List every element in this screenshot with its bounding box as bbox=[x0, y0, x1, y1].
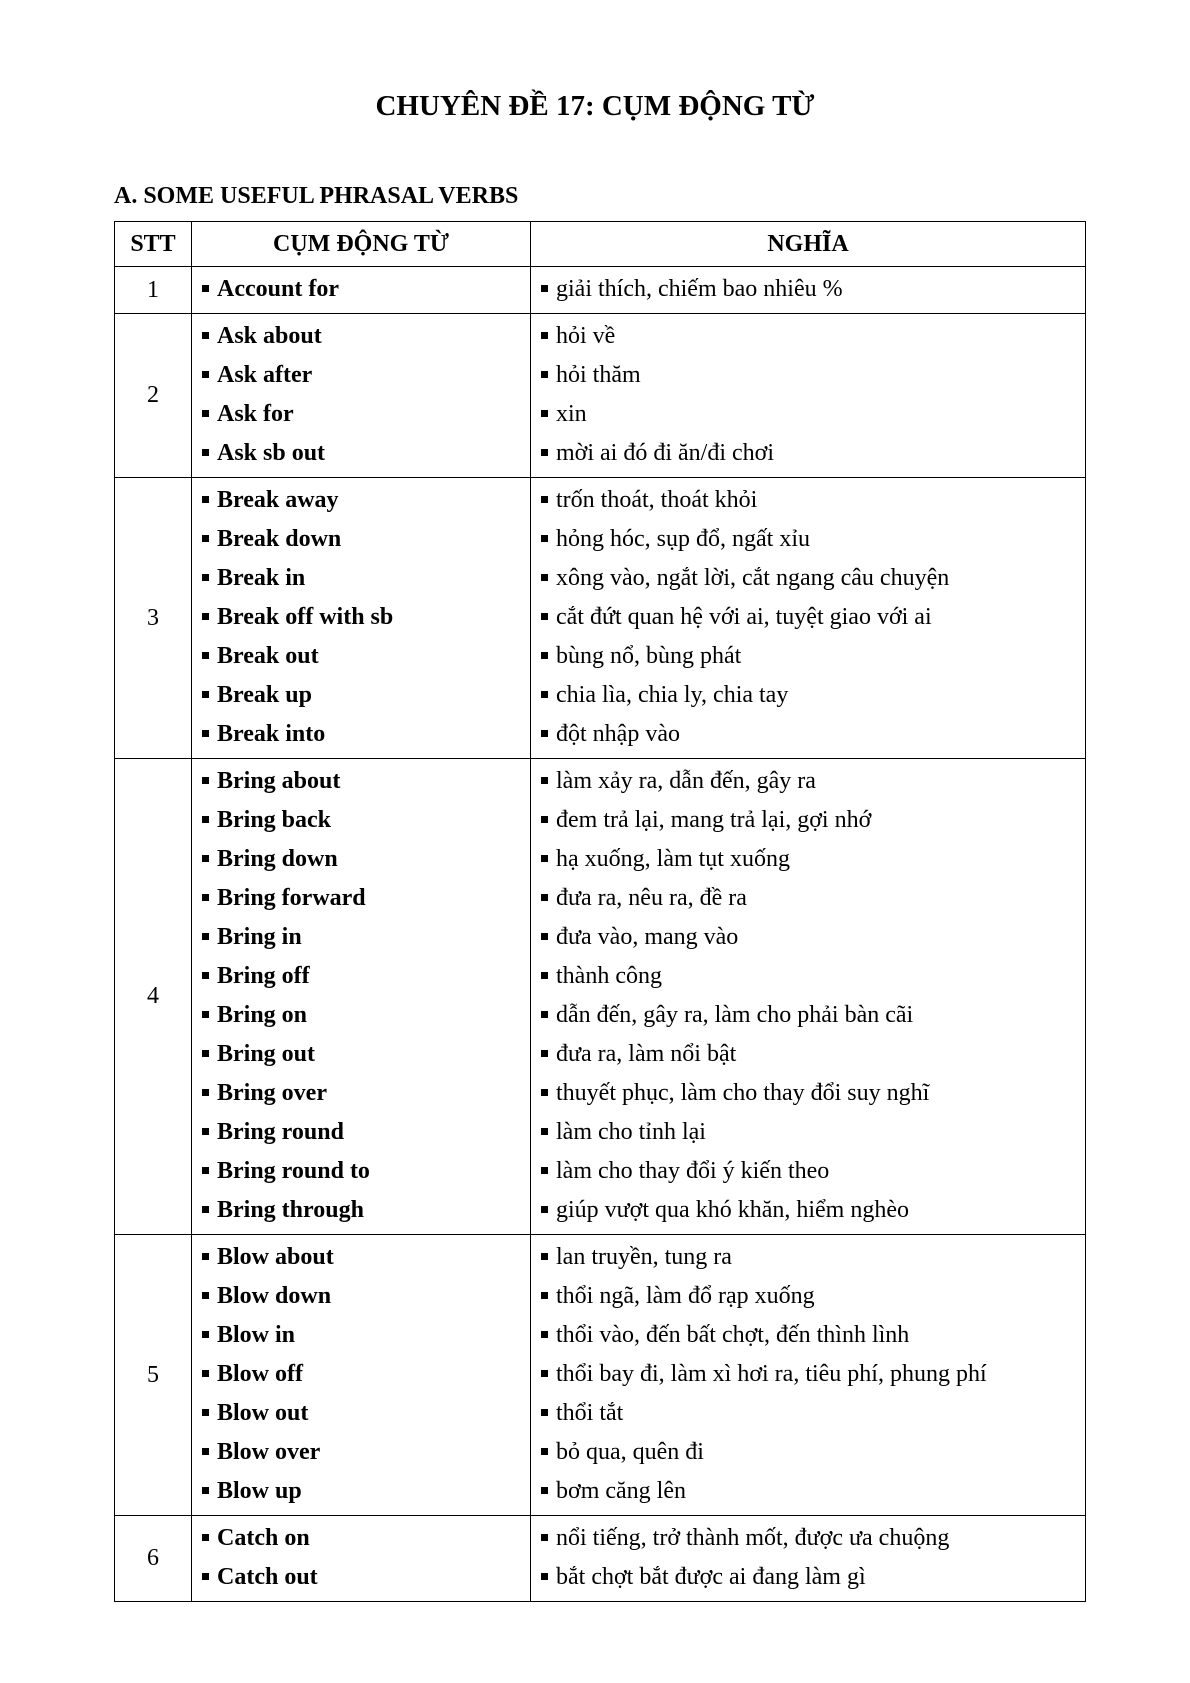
phrasal-verbs-table bbox=[114, 221, 1086, 1602]
phrasal-verb-item bbox=[202, 1558, 530, 1597]
bullet-icon bbox=[202, 816, 209, 823]
bullet-icon bbox=[541, 1206, 548, 1213]
phrasal-verb-item-text: Ask about bbox=[217, 323, 322, 349]
row-number: 1 bbox=[115, 267, 192, 314]
meaning-item-text: hạ xuống, làm tụt xuống bbox=[556, 846, 790, 872]
phrasal-verb-item-text: Ask sb out bbox=[217, 440, 326, 466]
bullet-icon bbox=[202, 1448, 209, 1455]
phrasal-verb-item bbox=[202, 1433, 530, 1472]
bullet-icon bbox=[541, 1573, 548, 1580]
header-stt: STT bbox=[115, 222, 192, 267]
meaning-cell bbox=[531, 314, 1086, 478]
meaning-item-text: đưa ra, làm nổi bật bbox=[556, 1041, 737, 1067]
meaning-item-text: đưa vào, mang vào bbox=[556, 924, 739, 950]
meaning-item bbox=[541, 715, 1085, 754]
phrasal-verb-item-text: Break into bbox=[217, 721, 326, 747]
phrasal-verb-item bbox=[202, 762, 530, 801]
bullet-icon bbox=[541, 1487, 548, 1494]
phrasal-verb-item bbox=[202, 395, 530, 434]
phrasal-verb-item bbox=[202, 1277, 530, 1316]
meaning-item-text: dẫn đến, gây ra, làm cho phải bàn cãi bbox=[556, 1002, 914, 1028]
table-row bbox=[115, 478, 1086, 759]
phrasal-verb-cell bbox=[192, 314, 531, 478]
meaning-item bbox=[541, 676, 1085, 715]
meaning-item-text: xin bbox=[556, 401, 587, 427]
table-row bbox=[115, 314, 1086, 478]
phrasal-verb-cell bbox=[192, 267, 531, 314]
row-number: 4 bbox=[115, 759, 192, 1235]
phrasal-verb-item bbox=[202, 1316, 530, 1355]
bullet-icon bbox=[541, 1167, 548, 1174]
bullet-icon bbox=[541, 410, 548, 417]
phrasal-verb-item-text: Break out bbox=[217, 643, 319, 669]
meaning-item-text: thổi vào, đến bất chợt, đến thình lình bbox=[556, 1322, 910, 1348]
meaning-cell bbox=[531, 759, 1086, 1235]
bullet-icon bbox=[202, 1089, 209, 1096]
bullet-icon bbox=[541, 496, 548, 503]
meaning-item bbox=[541, 1519, 1085, 1558]
bullet-icon bbox=[541, 691, 548, 698]
meaning-item bbox=[541, 1558, 1085, 1597]
bullet-icon bbox=[202, 1370, 209, 1377]
bullet-icon bbox=[202, 691, 209, 698]
phrasal-verb-item-text: Blow off bbox=[217, 1361, 303, 1387]
meaning-item-text: hỏng hóc, sụp đổ, ngất xỉu bbox=[556, 526, 810, 552]
meaning-item-text: làm cho thay đổi ý kiến theo bbox=[556, 1158, 830, 1184]
phrasal-verb-item-text: Blow out bbox=[217, 1400, 309, 1426]
bullet-icon bbox=[202, 1292, 209, 1299]
meaning-item-text: xông vào, ngắt lời, cắt ngang câu chuyện bbox=[556, 565, 950, 591]
row-number: 6 bbox=[115, 1516, 192, 1602]
meaning-item bbox=[541, 1277, 1085, 1316]
phrasal-verb-item-text: Break off with sb bbox=[217, 604, 394, 630]
phrasal-verb-item bbox=[202, 840, 530, 879]
bullet-icon bbox=[541, 1253, 548, 1260]
phrasal-verb-item bbox=[202, 270, 530, 309]
phrasal-verb-item bbox=[202, 957, 530, 996]
phrasal-verb-item-text: Blow down bbox=[217, 1283, 332, 1309]
bullet-icon bbox=[541, 613, 548, 620]
meaning-item-text: đưa ra, nêu ra, đề ra bbox=[556, 885, 747, 911]
meaning-item bbox=[541, 1152, 1085, 1191]
phrasal-verb-item bbox=[202, 1035, 530, 1074]
bullet-icon bbox=[202, 1487, 209, 1494]
meaning-item bbox=[541, 840, 1085, 879]
phrasal-verb-item-text: Bring forward bbox=[217, 885, 366, 911]
meaning-item bbox=[541, 598, 1085, 637]
meaning-item-text: hỏi thăm bbox=[556, 362, 641, 388]
bullet-icon bbox=[541, 285, 548, 292]
meaning-item-text: thành công bbox=[556, 963, 662, 989]
bullet-icon bbox=[202, 1409, 209, 1416]
section-heading: A. SOME USEFUL PHRASAL VERBS bbox=[114, 183, 519, 209]
bullet-icon bbox=[541, 1050, 548, 1057]
phrasal-verb-item-text: Bring through bbox=[217, 1197, 364, 1223]
bullet-icon bbox=[202, 777, 209, 784]
phrasal-verb-item bbox=[202, 1519, 530, 1558]
meaning-item-text: bỏ qua, quên đi bbox=[556, 1439, 704, 1465]
bullet-icon bbox=[202, 613, 209, 620]
meaning-item-text: cắt đứt quan hệ với ai, tuyệt giao với ai bbox=[556, 604, 932, 630]
meaning-item bbox=[541, 996, 1085, 1035]
table-row bbox=[115, 1516, 1086, 1602]
meaning-item bbox=[541, 957, 1085, 996]
table-body bbox=[115, 267, 1086, 1602]
bullet-icon bbox=[202, 410, 209, 417]
phrasal-verb-item-text: Ask after bbox=[217, 362, 313, 388]
meaning-item-text: lan truyền, tung ra bbox=[556, 1244, 732, 1270]
phrasal-verb-item bbox=[202, 1472, 530, 1511]
phrasal-verb-item bbox=[202, 715, 530, 754]
meaning-item bbox=[541, 1074, 1085, 1113]
bullet-icon bbox=[202, 652, 209, 659]
phrasal-verb-item bbox=[202, 996, 530, 1035]
bullet-icon bbox=[541, 816, 548, 823]
phrasal-verb-item-text: Break up bbox=[217, 682, 312, 708]
row-number: 2 bbox=[115, 314, 192, 478]
meaning-item bbox=[541, 918, 1085, 957]
header-meaning: NGHĨA bbox=[531, 222, 1086, 267]
phrasal-verb-item-text: Catch on bbox=[217, 1525, 310, 1551]
meaning-item-text: bơm căng lên bbox=[556, 1478, 686, 1504]
table-row bbox=[115, 1235, 1086, 1516]
meaning-cell bbox=[531, 267, 1086, 314]
meaning-item bbox=[541, 879, 1085, 918]
phrasal-verb-item bbox=[202, 434, 530, 473]
meaning-item bbox=[541, 1472, 1085, 1511]
bullet-icon bbox=[541, 449, 548, 456]
meaning-item-text: trốn thoát, thoát khỏi bbox=[556, 487, 758, 513]
phrasal-verb-item-text: Bring on bbox=[217, 1002, 308, 1028]
phrasal-verb-item bbox=[202, 1152, 530, 1191]
phrasal-verb-item-text: Bring down bbox=[217, 846, 338, 872]
bullet-icon bbox=[202, 1128, 209, 1135]
phrasal-verb-item-text: Break in bbox=[217, 565, 306, 591]
meaning-item-text: thổi tắt bbox=[556, 1400, 624, 1426]
meaning-item bbox=[541, 1191, 1085, 1230]
bullet-icon bbox=[202, 894, 209, 901]
phrasal-verb-item-text: Bring over bbox=[217, 1080, 327, 1106]
bullet-icon bbox=[202, 1206, 209, 1213]
phrasal-verb-item bbox=[202, 637, 530, 676]
header-phrasal-verb: CỤM ĐỘNG TỪ bbox=[192, 222, 531, 267]
bullet-icon bbox=[541, 777, 548, 784]
bullet-icon bbox=[541, 574, 548, 581]
phrasal-verb-item bbox=[202, 801, 530, 840]
phrasal-verb-item bbox=[202, 520, 530, 559]
meaning-item-text: đột nhập vào bbox=[556, 721, 680, 747]
phrasal-verb-item bbox=[202, 356, 530, 395]
meaning-item bbox=[541, 1238, 1085, 1277]
bullet-icon bbox=[202, 730, 209, 737]
bullet-icon bbox=[541, 1292, 548, 1299]
bullet-icon bbox=[202, 332, 209, 339]
phrasal-verb-item-text: Bring out bbox=[217, 1041, 316, 1067]
bullet-icon bbox=[541, 1011, 548, 1018]
bullet-icon bbox=[202, 371, 209, 378]
meaning-item-text: đem trả lại, mang trả lại, gợi nhớ bbox=[556, 807, 872, 833]
meaning-item-text: thổi bay đi, làm xì hơi ra, tiêu phí, phung phí bbox=[556, 1361, 987, 1387]
phrasal-verb-item-text: Blow about bbox=[217, 1244, 334, 1270]
phrasal-verb-item bbox=[202, 1394, 530, 1433]
phrasal-verb-item-text: Bring about bbox=[217, 768, 341, 794]
phrasal-verb-item-text: Bring back bbox=[217, 807, 332, 833]
phrasal-verb-item bbox=[202, 1074, 530, 1113]
bullet-icon bbox=[541, 730, 548, 737]
meaning-item-text: bắt chợt bắt được ai đang làm gì bbox=[556, 1564, 866, 1590]
bullet-icon bbox=[541, 1409, 548, 1416]
meaning-item-text: làm xảy ra, dẫn đến, gây ra bbox=[556, 768, 816, 794]
phrasal-verb-item-text: Ask for bbox=[217, 401, 294, 427]
bullet-icon bbox=[541, 855, 548, 862]
bullet-icon bbox=[202, 855, 209, 862]
bullet-icon bbox=[541, 972, 548, 979]
meaning-item-text: làm cho tỉnh lại bbox=[556, 1119, 706, 1145]
phrasal-verb-item bbox=[202, 559, 530, 598]
meaning-item bbox=[541, 637, 1085, 676]
bullet-icon bbox=[202, 1167, 209, 1174]
phrasal-verb-item bbox=[202, 879, 530, 918]
bullet-icon bbox=[202, 496, 209, 503]
meaning-item bbox=[541, 434, 1085, 473]
bullet-icon bbox=[541, 1370, 548, 1377]
phrasal-verb-item-text: Break down bbox=[217, 526, 342, 552]
phrasal-verb-item bbox=[202, 1238, 530, 1277]
meaning-cell bbox=[531, 1516, 1086, 1602]
bullet-icon bbox=[202, 1331, 209, 1338]
meaning-item-text: giúp vượt qua khó khăn, hiểm nghèo bbox=[556, 1197, 909, 1223]
phrasal-verb-item-text: Bring in bbox=[217, 924, 302, 950]
meaning-item-text: chia lìa, chia ly, chia tay bbox=[556, 682, 789, 708]
meaning-item-text: giải thích, chiếm bao nhiêu % bbox=[556, 276, 843, 302]
bullet-icon bbox=[202, 535, 209, 542]
phrasal-verb-cell bbox=[192, 1235, 531, 1516]
meaning-item-text: hỏi về bbox=[556, 323, 616, 349]
row-number: 5 bbox=[115, 1235, 192, 1516]
meaning-item-text: thuyết phục, làm cho thay đổi suy nghĩ bbox=[556, 1080, 930, 1106]
bullet-icon bbox=[202, 1050, 209, 1057]
row-number: 3 bbox=[115, 478, 192, 759]
meaning-item bbox=[541, 317, 1085, 356]
meaning-item-text: bùng nổ, bùng phát bbox=[556, 643, 742, 669]
phrasal-verb-item bbox=[202, 317, 530, 356]
phrasal-verb-item-text: Blow in bbox=[217, 1322, 296, 1348]
phrasal-verb-item bbox=[202, 918, 530, 957]
phrasal-verb-item-text: Bring off bbox=[217, 963, 310, 989]
bullet-icon bbox=[541, 332, 548, 339]
bullet-icon bbox=[541, 933, 548, 940]
bullet-icon bbox=[202, 1253, 209, 1260]
phrasal-verb-item bbox=[202, 1113, 530, 1152]
meaning-item bbox=[541, 762, 1085, 801]
meaning-item bbox=[541, 1355, 1085, 1394]
meaning-item bbox=[541, 1035, 1085, 1074]
phrasal-verb-item bbox=[202, 481, 530, 520]
phrasal-verb-item bbox=[202, 1191, 530, 1230]
bullet-icon bbox=[202, 449, 209, 456]
meaning-item bbox=[541, 270, 1085, 309]
meaning-item-text: mời ai đó đi ăn/đi chơi bbox=[556, 440, 775, 466]
table-row bbox=[115, 267, 1086, 314]
meaning-item bbox=[541, 1394, 1085, 1433]
phrasal-verb-item-text: Account for bbox=[217, 276, 339, 302]
meaning-item bbox=[541, 1316, 1085, 1355]
meaning-item bbox=[541, 356, 1085, 395]
bullet-icon bbox=[202, 972, 209, 979]
meaning-item-text: nổi tiếng, trở thành mốt, được ưa chuộng bbox=[556, 1525, 950, 1551]
phrasal-verb-item-text: Blow over bbox=[217, 1439, 321, 1465]
bullet-icon bbox=[202, 1573, 209, 1580]
bullet-icon bbox=[541, 1534, 548, 1541]
meaning-cell bbox=[531, 478, 1086, 759]
phrasal-verb-item-text: Catch out bbox=[217, 1564, 318, 1590]
table-header-row bbox=[115, 222, 1086, 267]
meaning-item bbox=[541, 481, 1085, 520]
bullet-icon bbox=[202, 1011, 209, 1018]
bullet-icon bbox=[541, 535, 548, 542]
meaning-item bbox=[541, 559, 1085, 598]
meaning-item bbox=[541, 1113, 1085, 1152]
bullet-icon bbox=[202, 574, 209, 581]
bullet-icon bbox=[202, 285, 209, 292]
phrasal-verb-item bbox=[202, 598, 530, 637]
bullet-icon bbox=[202, 933, 209, 940]
phrasal-verb-item-text: Break away bbox=[217, 487, 339, 513]
meaning-item bbox=[541, 395, 1085, 434]
page-title: CHUYÊN ĐỀ 17: CỤM ĐỘNG TỪ bbox=[375, 90, 815, 122]
bullet-icon bbox=[541, 1331, 548, 1338]
phrasal-verb-item bbox=[202, 676, 530, 715]
bullet-icon bbox=[541, 652, 548, 659]
phrasal-verb-cell bbox=[192, 1516, 531, 1602]
phrasal-verb-item-text: Bring round to bbox=[217, 1158, 370, 1184]
bullet-icon bbox=[541, 371, 548, 378]
meaning-cell bbox=[531, 1235, 1086, 1516]
table-row bbox=[115, 759, 1086, 1235]
phrasal-verb-item-text: Blow up bbox=[217, 1478, 302, 1504]
meaning-item bbox=[541, 1433, 1085, 1472]
meaning-item-text: thổi ngã, làm đổ rạp xuống bbox=[556, 1283, 815, 1309]
bullet-icon bbox=[541, 1089, 548, 1096]
phrasal-verb-item-text: Bring round bbox=[217, 1119, 344, 1145]
meaning-item bbox=[541, 520, 1085, 559]
phrasal-verb-cell bbox=[192, 759, 531, 1235]
bullet-icon bbox=[541, 894, 548, 901]
bullet-icon bbox=[202, 1534, 209, 1541]
meaning-item bbox=[541, 801, 1085, 840]
bullet-icon bbox=[541, 1128, 548, 1135]
phrasal-verb-item bbox=[202, 1355, 530, 1394]
bullet-icon bbox=[541, 1448, 548, 1455]
phrasal-verb-cell bbox=[192, 478, 531, 759]
